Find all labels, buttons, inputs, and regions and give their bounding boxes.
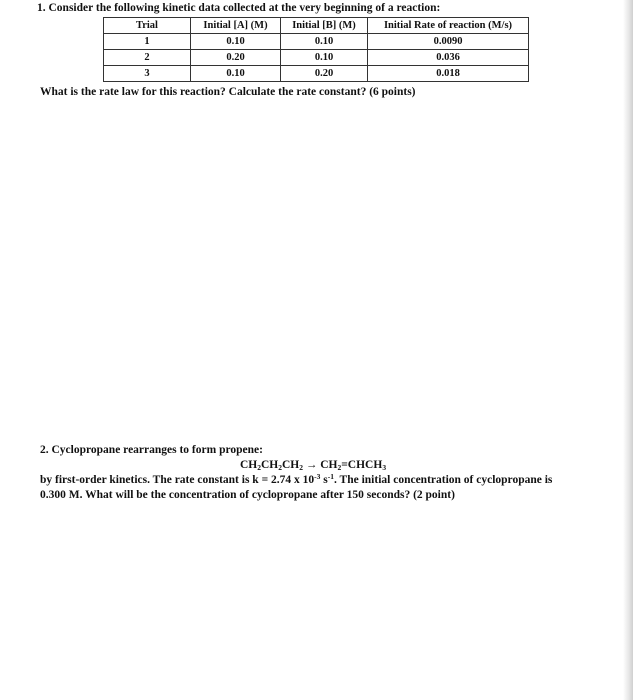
question-2-prompt: 2. Cyclopropane rearranges to form propene:	[40, 444, 263, 456]
cell-rate: 0.0090	[368, 34, 529, 50]
header-initial-b: Initial [B] (M)	[281, 18, 368, 34]
reaction-arrow: →	[305, 459, 318, 471]
question-1-prompt: 1. Consider the following kinetic data collected at the very beginning of a reaction:	[37, 2, 441, 14]
cell-trial: 1	[104, 34, 191, 50]
cell-initial-a: 0.10	[191, 66, 281, 82]
header-initial-a: Initial [A] (M)	[191, 18, 281, 34]
table-header-row	[104, 18, 529, 34]
cell-trial: 2	[104, 50, 191, 66]
unit-exponent: -1	[327, 472, 334, 481]
cell-initial-b: 0.20	[281, 66, 368, 82]
table-row	[104, 50, 529, 66]
cell-rate: 0.036	[368, 50, 529, 66]
table-row	[104, 34, 529, 50]
question-2-text-line-2: 0.300 M. What will be the concentration of cyclopropane after 150 seconds? (2 point)	[40, 489, 455, 501]
cell-initial-b: 0.10	[281, 50, 368, 66]
page-edge-shadow	[623, 0, 633, 700]
rate-constant-exponent: -3	[314, 472, 321, 481]
cell-initial-a: 0.20	[191, 50, 281, 66]
reactant-formula: $CH_2CH_2CH_2$	[240, 459, 303, 472]
cell-trial: 3	[104, 66, 191, 82]
cell-initial-a: 0.10	[191, 34, 281, 50]
cell-rate: 0.018	[368, 66, 529, 82]
table-row	[104, 66, 529, 82]
product-formula: $CH_2=CHCH_3$	[320, 459, 387, 472]
cell-initial-b: 0.10	[281, 34, 368, 50]
header-trial: Trial	[104, 18, 191, 34]
question-2-text-line-1: by first-order kinetics. The rate constant is k = 2.74 x $10^{-3}$ $s^{-1}$. The initial concentration of cyclopropane is	[40, 472, 553, 486]
question-1-text: What is the rate law for this reaction? Calculate the rate constant? (6 points)	[40, 86, 416, 98]
header-initial-rate: Initial Rate of reaction (M/s)	[368, 18, 529, 34]
reaction-equation	[240, 458, 386, 473]
kinetic-data-table	[103, 17, 529, 82]
